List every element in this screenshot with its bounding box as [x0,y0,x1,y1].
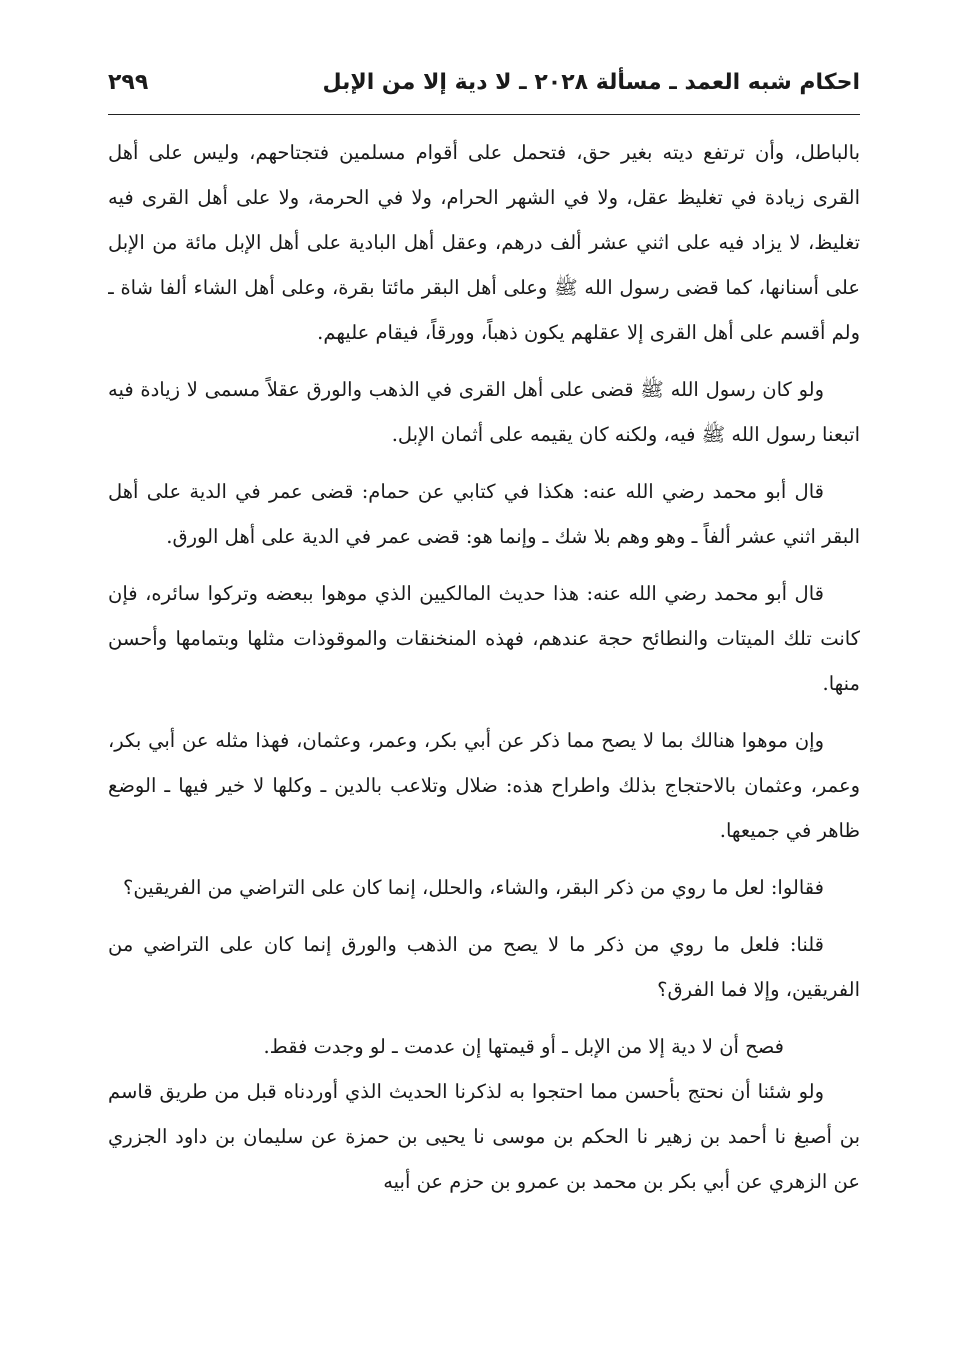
body-text [108,130,860,1340]
paragraph: فصح أن لا دية إلا من الإبل ـ أو قيمتها إن عدمت ـ لو وجدت فقط. [263,1035,784,1058]
header-divider [108,114,860,115]
paragraph: قال أبو محمد رضي الله عنه: هكذا في كتابي عن حمام: قضى عمر في الدية على أهل البقر اثني عشر ألفاً ـ وهو وهم بلا شك ـ وإنما هو: قضى عمر في الدية على أهل الورق. [108,480,860,548]
page-number: ٢٩٩ [108,70,149,95]
paragraph: بالباطل، وأن ترتفع ديته بغير حق، فتحمل على أقوام مسلمين فتجتاحهم، وليس على أهل القرى زيادة في تغليظ عقل، ولا في الشهر الحرام، ولا في الحرمة، ولا على أهل القرى فيه تغليظ، لا يزاد فيه على اثني عشر ألف درهم، وعقل أهل البادية على أهل الإبل مائة من الإبل على أسنانها، كما قضى رسول الله ﷺ وعلى أهل البقر مائتا بقرة، وعلى أهل الشاء ألفا شاة ـ ولم أقسم على أهل القرى إلا عقلهم يكون ذهباً، وورقاً، فيقام عليهم. [108,141,860,344]
running-header [108,60,860,106]
paragraph: قلنا: فلعل ما روي من ذكر ما لا يصح من الذهب والورق إنما كان على التراضي من الفريقين، وإلا فما الفرق؟ [108,933,860,1001]
paragraph: قال أبو محمد رضي الله عنه: هذا حديث المالكيين الذي موهوا ببعضه وتركوا سائره، فإن كانت تلك الميتات والنطائح حجة عندهم، فهذه المنخنقات والموقوذات مثلها وبتمامها وأحسن منها. [108,582,860,695]
header-title: احكام شبه العمد ـ مسألة ٢٠٢٨ ـ لا دية إلا من الإبل [322,70,860,95]
paragraph: وإن موهوا هنالك بما لا يصح مما ذكر عن أبي بكر، وعمر، وعثمان، فهذا مثله عن أبي بكر، وعمر، وعثمان بالاحتجاج بذلك واطراح هذه: ضلال وتلاعب بالدين ـ وكلها لا خير فيها ـ الوضع ظاهر في جميعها. [108,729,860,842]
paragraph: ولو كان رسول الله ﷺ قضى على أهل القرى في الذهب والورق عقلاً مسمى لا زيادة فيه اتبعنا رسول الله ﷺ فيه، ولكنه كان يقيمه على أثمان الإبل. [108,378,860,446]
paragraph: فقالوا: لعل ما روي من ذكر البقر، والشاء، والحلل، إنما كان على التراضي من الفريقين؟ [123,876,824,899]
paragraph: ولو شئنا أن نحتج بأحسن مما احتجوا به لذكرنا الحديث الذي أوردناه قبل من طريق قاسم بن أصبغ نا أحمد بن زهير نا الحكم بن موسى نا يحيى بن حمزة عن سليمان بن داود الجزري عن الزهري عن أبي بكر بن محمد بن عمرو بن حزم عن أبيه [108,1080,860,1193]
